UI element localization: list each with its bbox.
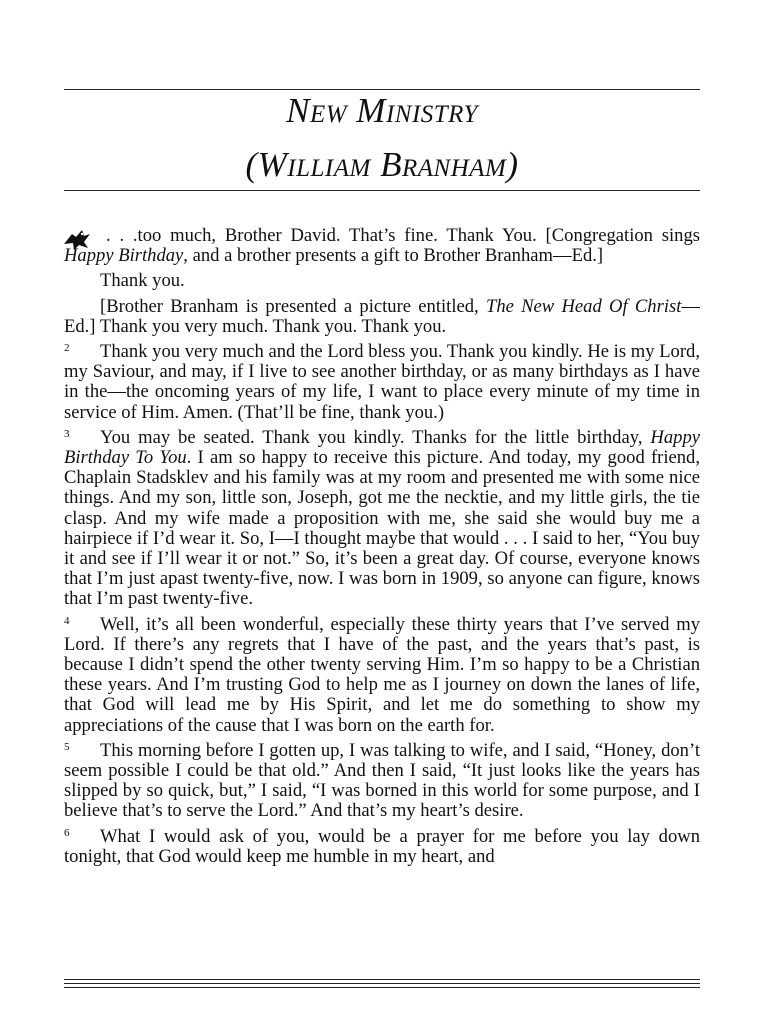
italic-text: Happy Birthday: [64, 245, 184, 267]
footer-rule: [64, 979, 700, 980]
text-run: You may be seated. Thank you kindly. Thanks for the little birthday,: [100, 426, 651, 448]
text-run: [Brother Branham is presented a picture entitled,: [100, 295, 486, 317]
paragraph: [64, 741, 700, 822]
title-bottom-rule: [64, 190, 700, 191]
text-run: What I would ask of you, would be a prayer for me before you lay down tonight, that God would keep me humble in my heart, and: [64, 825, 700, 867]
title-line-2: (William Branham): [245, 145, 519, 184]
italic-text: The New Head Of Christ: [485, 295, 682, 317]
text-run: , and a brother presents a gift to Brother Branham—Ed.]: [183, 245, 604, 267]
document-page: [64, 0, 700, 1024]
title-block: [64, 90, 700, 186]
paragraph: [64, 827, 700, 867]
paragraph-number: 6: [64, 826, 70, 839]
footer-rule: [64, 987, 700, 988]
italic-text: Happy Birthday To You: [64, 426, 700, 469]
document-body: [64, 226, 700, 872]
paragraph: [64, 271, 700, 291]
paragraph: [64, 615, 700, 736]
paragraph: [64, 428, 700, 610]
eagle-emblem-icon: [62, 228, 92, 252]
footer-rule: [64, 983, 700, 984]
text-run: Well, it’s all been wonderful, especially these thirty years that I’ve served my Lord. If there’s any regrets that I have of the past, and the years that’s past, is because I didn’t spend the other twenty serving Him. I’m so happy to be a Christian these years. And I’m trusting God to help me as I journey on down the lanes of life, that God will lead me by His Spirit, and let me do something to show my appreciations of the cause that I was born on the earth for.: [64, 613, 700, 736]
paragraph: [64, 226, 700, 266]
text-run: Thank you very much and the Lord bless you. Thank you kindly. He is my Lord, my Saviour, and may, if I live to see another birthday, or as many birthdays as I have in the—the oncoming years of my life, I want to place every minute of my time in service of Him. Amen. (That’ll be fine, thank you.): [64, 341, 700, 423]
text-run: This morning before I gotten up, I was talking to wife, and I said, “Honey, don’t seem possible I could be that old.” And then I said, “It just looks like the years has slipped by so quick, but,” I said, “I was borned in this world for some purpose, and I believe that’s to serve the Lord.” And that’s my heart’s desire.: [64, 739, 700, 822]
paragraph-number: 2: [64, 342, 70, 355]
paragraph: [64, 342, 700, 423]
title-line-1: New Ministry: [286, 91, 478, 130]
text-run: . . .too much, Brother David. That’s fine. Thank You. [Congregation sings: [106, 225, 700, 246]
text-run: . I am so happy to receive this picture. And today, my good friend, Chaplain Stadsklev and his family was at my room and presented me with some nice things. And my son, little son, Joseph, got me the necktie, and my little girls, the tie clasp. And my wife made a proposition with me, she said she would buy me a hairpiece if I’d wear it. So, I—I thought maybe that would . . . I said to her, “You buy it and see if I’ll wear it or not.” So, it’s been a great day. Of course, everyone knows that I’m just apast twenty-five, now. I was born in 1909, so anyone can figure, knows that I’m past twenty-five.: [64, 447, 700, 610]
text-run: Thank you.: [100, 270, 185, 292]
text-run: —Ed.] Thank you very much. Thank you. Thank you.: [64, 295, 700, 337]
paragraph-number: 3: [64, 427, 70, 440]
paragraph-number: 4: [64, 614, 70, 627]
paragraph: [64, 297, 700, 337]
paragraph-number: 5: [64, 740, 70, 753]
